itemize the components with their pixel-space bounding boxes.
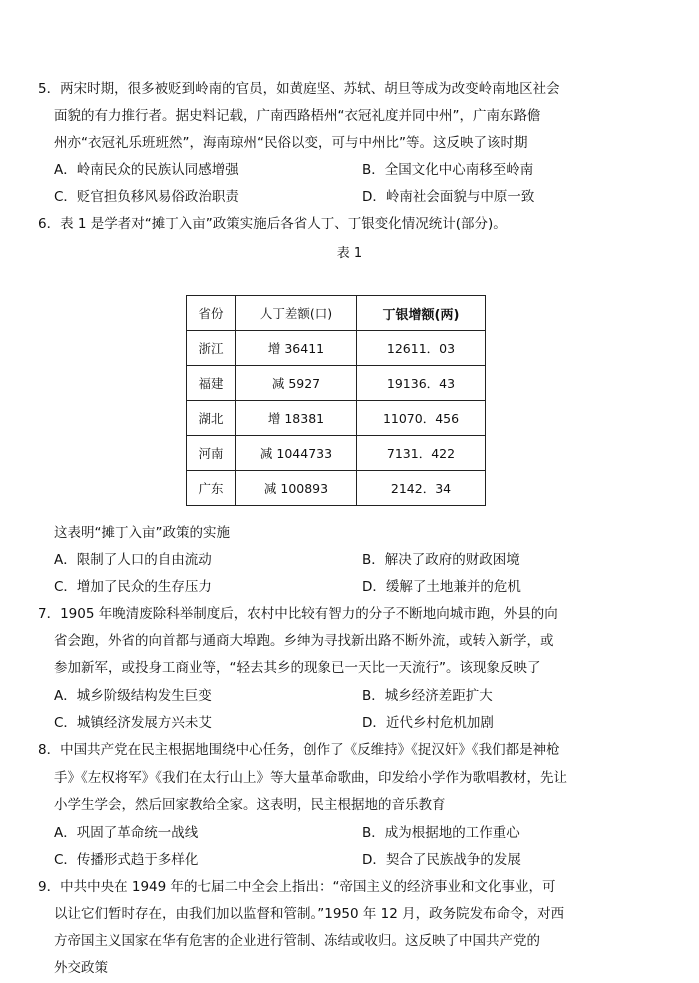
table-cell-silver-increase: 19136．43 [357, 366, 486, 401]
q5-option-c: C．贬官担负移风易俗政治职责 [54, 189, 239, 205]
q7-stem-line-3: 参加新军，或投身工商业等，“轻去其乡的现象已一天比一天流行”。该现象反映了 [54, 660, 541, 676]
q8-option-d: D．契合了民族战争的发展 [362, 852, 521, 868]
q8-stem-line-3: 小学生学会，然后回家教给全家。这表明，民主根据地的音乐教育 [54, 797, 446, 813]
table-cell-population-diff: 减 1044733 [236, 436, 357, 471]
table-caption: 表 1 [336, 246, 363, 261]
table-cell-silver-increase: 11070．456 [357, 401, 486, 436]
q6-after-line-1: 这表明“摊丁入亩”政策的实施 [54, 525, 230, 541]
statistics-table [186, 295, 486, 506]
table-row [187, 471, 486, 506]
table-cell-silver-increase: 2142．34 [357, 471, 486, 506]
q8-option-a: A．巩固了革命统一战线 [54, 825, 199, 841]
table-cell-population-diff: 增 18381 [236, 401, 357, 436]
q6-stem-line-1: 6．表 1 是学者对“摊丁入亩”政策实施后各省人丁、丁银变化情况统计(部分)。 [38, 216, 507, 232]
table-cell-silver-increase: 12611．03 [357, 331, 486, 366]
table-header-province: 省份 [187, 296, 236, 331]
q9-stem-line-4: 外交政策 [54, 960, 108, 976]
q5-option-d: D．岭南社会面貌与中原一致 [362, 189, 535, 205]
q8-option-b: B．成为根据地的工作重心 [362, 825, 520, 841]
q5-option-b: B．全国文化中心南移至岭南 [362, 162, 534, 178]
table-header-population-diff: 人丁差额(口) [236, 296, 357, 331]
q7-option-a: A．城乡阶级结构发生巨变 [54, 688, 212, 704]
q8-stem-line-2: 手》《左权将军》《我们在太行山上》等大量革命歌曲，印发给小学作为歌唱教材，先让 [54, 770, 567, 786]
q8-stem-line-1: 8．中国共产党在民主根据地围绕中心任务，创作了《反维持》《捉汉奸》《我们都是神枪 [38, 742, 560, 758]
q7-option-c: C．城镇经济发展方兴未艾 [54, 715, 212, 731]
q9-stem-line-1: 9．中共中央在 1949 年的七届二中全会上指出：“帝国主义的经济事业和文化事业，可 [38, 879, 556, 895]
table-row [187, 331, 486, 366]
table-cell-population-diff: 减 100893 [236, 471, 357, 506]
q6-option-c: C．增加了民众的生存压力 [54, 579, 212, 595]
table-cell-population-diff: 增 36411 [236, 331, 357, 366]
table-cell-province: 浙江 [187, 331, 236, 366]
q5-option-a: A．岭南民众的民族认同感增强 [54, 162, 239, 178]
table-header-silver-increase: 丁银增额(两) [357, 296, 486, 331]
table-cell-province: 福建 [187, 366, 236, 401]
table-cell-province: 广东 [187, 471, 236, 506]
q9-stem-line-2: 以让它们暂时存在，由我们加以监督和管制。”1950 年 12 月，政务院发布命令，对西 [54, 906, 565, 922]
table-cell-population-diff: 减 5927 [236, 366, 357, 401]
table-row [187, 436, 486, 471]
q9-stem-line-3: 方帝国主义国家在华有危害的企业进行管制、冻结或收归。这反映了中国共产党的 [54, 933, 540, 949]
q5-stem-line-2: 面貌的有力推行者。据史料记载，广南西路梧州“衣冠礼度并同中州”，广南东路儋 [54, 108, 541, 124]
table-cell-province: 湖北 [187, 401, 236, 436]
q7-stem-line-2: 省会跑，外省的向首都与通商大埠跑。乡绅为寻找新出路不断外流，或转入新学，或 [54, 633, 554, 649]
q6-option-a: A．限制了人口的自由流动 [54, 552, 212, 568]
table-row [187, 401, 486, 436]
table-cell-silver-increase: 7131．422 [357, 436, 486, 471]
q7-stem-line-1: 7．1905 年晚清废除科举制度后，农村中比较有智力的分子不断地向城市跑，外县的向 [38, 606, 558, 622]
q5-stem-line-3: 州亦“衣冠礼乐班班然”，海南琼州“民俗以变，可与中州比”等。这反映了该时期 [54, 135, 528, 151]
q7-option-b: B．城乡经济差距扩大 [362, 688, 493, 704]
q5-stem-line-1: 5．两宋时期，很多被贬到岭南的官员，如黄庭坚、苏轼、胡旦等成为改变岭南地区社会 [38, 81, 560, 97]
table-cell-province: 河南 [187, 436, 236, 471]
table-row [187, 366, 486, 401]
q8-option-c: C．传播形式趋于多样化 [54, 852, 199, 868]
q6-option-b: B．解决了政府的财政困境 [362, 552, 520, 568]
q6-option-d: D．缓解了土地兼并的危机 [362, 579, 521, 595]
table-header-row [187, 296, 486, 331]
q7-option-d: D．近代乡村危机加剧 [362, 715, 494, 731]
